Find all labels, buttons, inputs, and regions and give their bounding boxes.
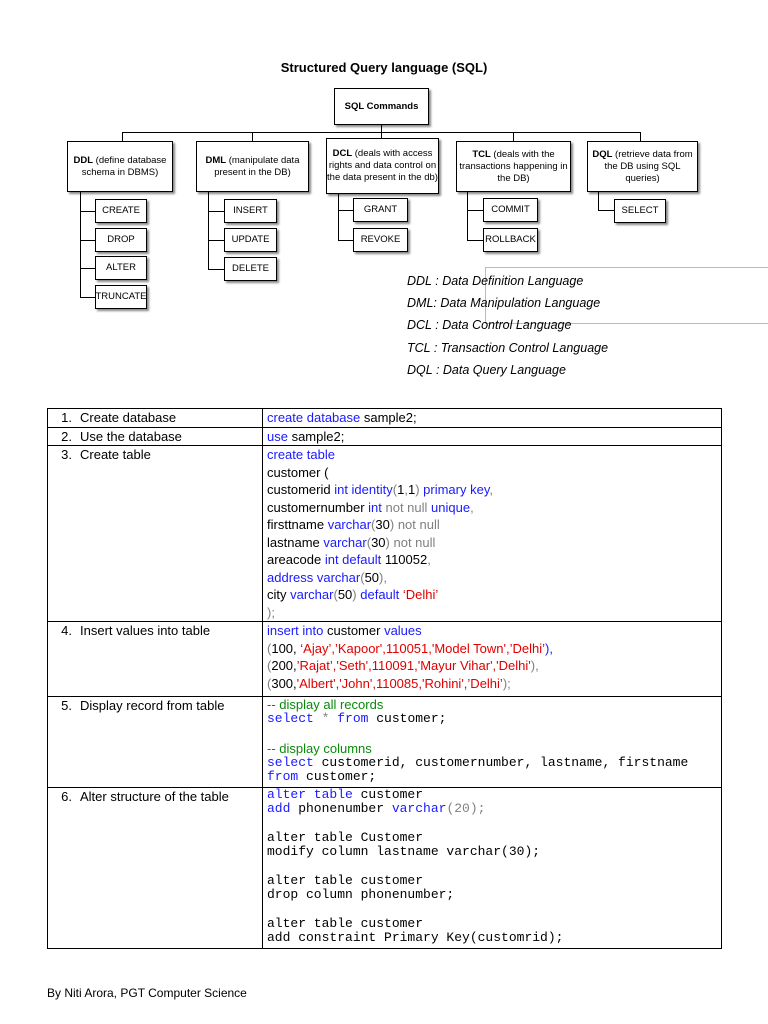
- root-label: SQL Commands: [344, 100, 419, 112]
- row-code: -- display all records select * from customer; -- display columns select customerid, customernumber, lastname, firstname from customer;: [263, 697, 722, 788]
- row-number: 5.: [48, 697, 77, 788]
- document-title: Structured Query language (SQL): [280, 60, 488, 75]
- table-row: [48, 697, 722, 788]
- leaf-delete: DELETE: [224, 257, 277, 281]
- dml-node: [196, 141, 309, 192]
- row-task: Insert values into table: [76, 622, 263, 697]
- tcl-abbr: TCL: [472, 148, 491, 160]
- dml-abbr: DML: [205, 154, 227, 166]
- footer-credit: By Niti Arora, PGT Computer Science: [47, 986, 247, 1000]
- row-task: Alter structure of the table: [76, 787, 263, 948]
- row-number: 4.: [48, 622, 77, 697]
- dql-abbr: DQL: [592, 148, 613, 160]
- tcl-desc: (deals with the transactions happening in the DB): [459, 148, 568, 184]
- row-code: create table customer ( customerid int identity(1,1) primary key, customernumber int not null unique, firsttname varchar(30) not null lastname varchar(30) not null areacode int default 110052, address varchar(50), city varchar(50) default ‘Delhi’ );: [263, 446, 722, 622]
- ddl-node: [67, 141, 173, 192]
- row-task: Create database: [76, 409, 263, 428]
- dcl-abbr: DCL: [332, 148, 353, 159]
- legend-tcl: TCL : Transaction Control Language: [407, 341, 609, 355]
- row-code: use sample2;: [263, 427, 722, 446]
- table-row: [48, 409, 722, 428]
- row-number: 1.: [48, 409, 77, 428]
- table-row: [48, 622, 722, 697]
- row-number: 2.: [48, 427, 77, 446]
- dcl-desc: (deals with access rights and data control on the data present in the db): [327, 148, 438, 183]
- leaf-rollback: ROLLBACK: [483, 228, 538, 252]
- dql-desc: (retrieve data from the DB using SQL queries): [604, 148, 693, 184]
- table-row: [48, 427, 722, 446]
- row-task: Display record from table: [76, 697, 263, 788]
- legend-ddl: DDL : Data Definition Language: [407, 274, 584, 288]
- leaf-truncate: TRUNCATE: [95, 285, 147, 309]
- leaf-commit: COMMIT: [483, 198, 538, 222]
- row-number: 3.: [48, 446, 77, 622]
- leaf-update: UPDATE: [224, 228, 277, 252]
- ddl-desc: (define database schema in DBMS): [81, 154, 167, 178]
- leaf-grant: GRANT: [353, 198, 408, 222]
- legend-dcl: DCL : Data Control Language: [407, 318, 572, 332]
- tcl-node: [456, 141, 571, 192]
- table-row: [48, 446, 722, 622]
- leaf-alter: ALTER: [95, 256, 147, 280]
- root-node: [334, 88, 429, 125]
- dql-node: [587, 141, 698, 192]
- leaf-revoke: REVOKE: [353, 228, 408, 252]
- leaf-select: SELECT: [614, 199, 666, 223]
- sql-examples-table: [47, 408, 722, 949]
- row-code: alter table customer add phonenumber varchar(20); alter table Customer modify column lastname varchar(30); alter table customer drop column phonenumber; alter table customer add constraint Primary Key(customrid);: [263, 787, 722, 948]
- dml-desc: (manipulate data present in the DB): [214, 154, 300, 178]
- leaf-create: CREATE: [95, 199, 147, 223]
- row-task: Use the database: [76, 427, 263, 446]
- legend-dml: DML: Data Manipulation Language: [407, 296, 601, 310]
- dcl-node: [326, 138, 439, 194]
- ddl-abbr: DDL: [73, 154, 94, 166]
- row-number: 6.: [48, 787, 77, 948]
- leaf-drop: DROP: [95, 228, 147, 252]
- row-task: Create table: [76, 446, 263, 622]
- row-code: insert into customer values (100, ‘Ajay’,’Kapoor',110051,'Model Town',’Delhi’), (200,’Rajat’,'Seth',110091,'Mayur Vihar','Delhi'), (300,'Albert','John',110085,'Rohini',’Delhi’);: [263, 622, 722, 697]
- leaf-insert: INSERT: [224, 199, 277, 223]
- row-code: create database sample2;: [263, 409, 722, 428]
- table-row: [48, 787, 722, 948]
- legend-dql: DQL : Data Query Language: [407, 363, 566, 377]
